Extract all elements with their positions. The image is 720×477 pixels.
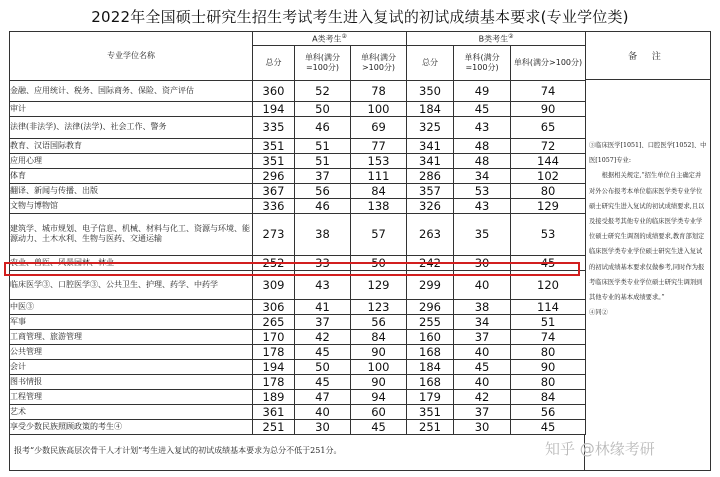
cell-b-total: 286 — [407, 168, 454, 183]
cell-a-total: 306 — [253, 299, 295, 314]
cell-major-name: 文物与博物馆 — [10, 198, 253, 213]
cell-a-total: 351 — [253, 153, 295, 168]
cell-b-gt100: 74 — [511, 80, 586, 101]
cell-major-name: 中医③ — [10, 299, 253, 314]
cell-b-gt100: 129 — [511, 198, 586, 213]
cell-a-total: 265 — [253, 314, 295, 329]
cell-a-total: 273 — [253, 213, 295, 255]
cell-a-total: 194 — [253, 359, 295, 374]
cell-a-gt100: 45 — [351, 419, 407, 434]
table-row — [10, 404, 586, 419]
header-a-total: 总分 — [253, 45, 295, 80]
cell-b-100: 48 — [454, 153, 511, 168]
cell-a-100: 50 — [295, 101, 351, 116]
table-row — [10, 116, 586, 138]
cell-a-gt100: 90 — [351, 374, 407, 389]
cell-major-name: 体育 — [10, 168, 253, 183]
cell-b-100: 43 — [454, 116, 511, 138]
cell-b-100: 37 — [454, 404, 511, 419]
cell-b-gt100: 45 — [511, 419, 586, 434]
cell-major-name: 享受少数民族照顾政策的考生④ — [10, 419, 253, 434]
cell-major-name: 艺术 — [10, 404, 253, 419]
cell-a-gt100: 60 — [351, 404, 407, 419]
note-item-1-body: 根据相关规定,“招生单位自主确定并对外公布报考本单位临床医学类专业学位硕士研究生进入复试的初试成绩要求,且以及接受报考其他专业的临床医学类专业学位硕士研究生调剂的成绩要求,教育部划定临床医学类专业学位硕士研究生进入复试的初试成绩基本要求仅做参考,同时作为报考临床医学类专业学位硕士研究生调剂到其他专业的基本成绩要求。” — [589, 172, 705, 302]
table-row — [10, 359, 586, 374]
cell-major-name: 法律(非法学)、法律(法学)、社会工作、警务 — [10, 116, 253, 138]
table-row — [10, 270, 586, 299]
cell-a-total: 170 — [253, 329, 295, 344]
cell-a-total: 361 — [253, 404, 295, 419]
cell-b-gt100: 120 — [511, 270, 586, 299]
cell-a-gt100: 69 — [351, 116, 407, 138]
cell-b-100: 34 — [454, 168, 511, 183]
cell-b-gt100: 90 — [511, 359, 586, 374]
cell-major-name: 翻译、新闻与传播、出版 — [10, 183, 253, 198]
cell-b-100: 38 — [454, 299, 511, 314]
cell-b-100: 53 — [454, 183, 511, 198]
cell-b-gt100: 114 — [511, 299, 586, 314]
table-row — [10, 168, 586, 183]
cell-b-total: 357 — [407, 183, 454, 198]
cell-a-100: 50 — [295, 359, 351, 374]
cell-b-total: 184 — [407, 359, 454, 374]
cell-b-gt100: 72 — [511, 138, 586, 153]
cell-b-gt100: 56 — [511, 404, 586, 419]
table-row — [10, 344, 586, 359]
cell-a-total: 367 — [253, 183, 295, 198]
cell-b-100: 30 — [454, 419, 511, 434]
score-table — [9, 31, 586, 435]
cell-a-gt100: 50 — [351, 255, 407, 270]
cell-a-100: 51 — [295, 138, 351, 153]
cell-a-100: 52 — [295, 80, 351, 101]
cell-a-total: 251 — [253, 419, 295, 434]
cell-a-total: 178 — [253, 344, 295, 359]
cell-a-total: 178 — [253, 374, 295, 389]
table-row — [10, 153, 586, 168]
cell-a-total: 360 — [253, 80, 295, 101]
cell-a-gt100: 84 — [351, 329, 407, 344]
cell-b-total: 168 — [407, 344, 454, 359]
cell-a-total: 336 — [253, 198, 295, 213]
cell-a-gt100: 90 — [351, 344, 407, 359]
cell-major-name: 建筑学、城市规划、电子信息、机械、材料与化工、资源与环境、能源动力、土木水利、生物与医药、交通运输 — [10, 213, 253, 255]
cell-b-gt100: 144 — [511, 153, 586, 168]
cell-a-total: 309 — [253, 270, 295, 299]
notes-column — [585, 31, 711, 471]
cell-a-gt100: 78 — [351, 80, 407, 101]
score-sheet — [9, 31, 711, 471]
cell-a-100: 56 — [295, 183, 351, 198]
note-item-2: ④同② — [589, 309, 608, 317]
table-row — [10, 183, 586, 198]
cell-a-gt100: 94 — [351, 389, 407, 404]
cell-major-name: 应用心理 — [10, 153, 253, 168]
header-b-single-gt100: 单科(满分>100分) — [511, 45, 586, 80]
cell-a-gt100: 100 — [351, 101, 407, 116]
cell-a-gt100: 100 — [351, 359, 407, 374]
cell-b-100: 35 — [454, 213, 511, 255]
cell-a-100: 46 — [295, 116, 351, 138]
table-row — [10, 419, 586, 434]
header-group-a: A类考生② — [253, 32, 407, 46]
cell-major-name: 农业、兽医、风景园林、林业 — [10, 255, 253, 270]
cell-b-total: 251 — [407, 419, 454, 434]
header-a-single-100: 单科(满分=100分) — [295, 45, 351, 80]
cell-b-100: 42 — [454, 389, 511, 404]
cell-b-100: 48 — [454, 138, 511, 153]
cell-a-total: 194 — [253, 101, 295, 116]
header-b-total: 总分 — [407, 45, 454, 80]
cell-a-100: 46 — [295, 198, 351, 213]
table-row — [10, 213, 586, 255]
cell-b-100: 49 — [454, 80, 511, 101]
cell-a-100: 37 — [295, 314, 351, 329]
cell-b-gt100: 74 — [511, 329, 586, 344]
cell-b-gt100: 80 — [511, 183, 586, 198]
cell-a-100: 33 — [295, 255, 351, 270]
cell-a-gt100: 138 — [351, 198, 407, 213]
cell-a-gt100: 153 — [351, 153, 407, 168]
footnote: 报考“少数民族高层次骨干人才计划”考生进入复试的初试成绩基本要求为总分不低于251分。 — [9, 434, 585, 471]
cell-a-total: 189 — [253, 389, 295, 404]
cell-b-100: 45 — [454, 359, 511, 374]
table-row — [10, 389, 586, 404]
cell-b-100: 40 — [454, 270, 511, 299]
cell-b-total: 325 — [407, 116, 454, 138]
cell-major-name: 会计 — [10, 359, 253, 374]
cell-a-gt100: 84 — [351, 183, 407, 198]
cell-b-gt100: 51 — [511, 314, 586, 329]
cell-b-total: 184 — [407, 101, 454, 116]
cell-a-100: 47 — [295, 389, 351, 404]
cell-a-100: 30 — [295, 419, 351, 434]
cell-a-total: 351 — [253, 138, 295, 153]
cell-b-gt100: 102 — [511, 168, 586, 183]
cell-b-total: 160 — [407, 329, 454, 344]
cell-major-name: 公共管理 — [10, 344, 253, 359]
cell-a-100: 41 — [295, 299, 351, 314]
table-row — [10, 314, 586, 329]
table-row — [10, 101, 586, 116]
cell-b-total: 179 — [407, 389, 454, 404]
cell-b-total: 351 — [407, 404, 454, 419]
cell-b-total: 263 — [407, 213, 454, 255]
cell-a-total: 252 — [253, 255, 295, 270]
table-row — [10, 329, 586, 344]
cell-major-name: 审计 — [10, 101, 253, 116]
cell-a-100: 45 — [295, 374, 351, 389]
page-title: 2022年全国硕士研究生招生考试考生进入复试的初试成绩基本要求(专业学位类) — [91, 8, 629, 26]
cell-a-gt100: 129 — [351, 270, 407, 299]
cell-b-total: 350 — [407, 80, 454, 101]
cell-major-name: 工商管理、旅游管理 — [10, 329, 253, 344]
cell-major-name: 军事 — [10, 314, 253, 329]
notes-body — [585, 80, 710, 320]
cell-b-100: 45 — [454, 101, 511, 116]
table-row — [10, 374, 586, 389]
cell-a-total: 296 — [253, 168, 295, 183]
header-major-name: 专业学位名称 — [10, 32, 253, 81]
cell-a-100: 43 — [295, 270, 351, 299]
cell-b-gt100: 45 — [511, 255, 586, 270]
cell-b-total: 299 — [407, 270, 454, 299]
cell-b-100: 37 — [454, 329, 511, 344]
cell-b-100: 30 — [454, 255, 511, 270]
cell-b-total: 326 — [407, 198, 454, 213]
cell-b-gt100: 80 — [511, 344, 586, 359]
cell-major-name: 临床医学③、口腔医学③、公共卫生、护理、药学、中药学 — [10, 270, 253, 299]
cell-a-100: 51 — [295, 153, 351, 168]
cell-b-total: 296 — [407, 299, 454, 314]
note-item-1: ③临床医学[1051]、口腔医学[1052]、中医[1057]专业: — [589, 142, 707, 165]
cell-a-gt100: 123 — [351, 299, 407, 314]
cell-b-gt100: 90 — [511, 101, 586, 116]
cell-a-100: 38 — [295, 213, 351, 255]
cell-a-total: 335 — [253, 116, 295, 138]
cell-b-total: 168 — [407, 374, 454, 389]
cell-b-total: 341 — [407, 153, 454, 168]
cell-b-total: 242 — [407, 255, 454, 270]
header-a-single-gt100: 单科(满分>100分) — [351, 45, 407, 80]
cell-b-100: 40 — [454, 374, 511, 389]
cell-a-100: 40 — [295, 404, 351, 419]
cell-b-100: 43 — [454, 198, 511, 213]
table-row — [10, 255, 586, 270]
cell-b-100: 40 — [454, 344, 511, 359]
table-row — [10, 198, 586, 213]
table-row — [10, 299, 586, 314]
cell-b-total: 255 — [407, 314, 454, 329]
cell-b-gt100: 84 — [511, 389, 586, 404]
cell-b-gt100: 80 — [511, 374, 586, 389]
cell-a-100: 45 — [295, 344, 351, 359]
cell-major-name: 图书情报 — [10, 374, 253, 389]
cell-a-100: 42 — [295, 329, 351, 344]
cell-b-gt100: 65 — [511, 116, 586, 138]
cell-b-total: 341 — [407, 138, 454, 153]
header-b-single-100: 单科(满分=100分) — [454, 45, 511, 80]
cell-a-gt100: 56 — [351, 314, 407, 329]
cell-major-name: 金融、应用统计、税务、国际商务、保险、资产评估 — [10, 80, 253, 101]
cell-b-100: 34 — [454, 314, 511, 329]
cell-major-name: 教育、汉语国际教育 — [10, 138, 253, 153]
cell-major-name: 工程管理 — [10, 389, 253, 404]
table-row — [10, 80, 586, 101]
table-row — [10, 138, 586, 153]
cell-a-gt100: 111 — [351, 168, 407, 183]
cell-b-gt100: 53 — [511, 213, 586, 255]
cell-a-gt100: 77 — [351, 138, 407, 153]
notes-header: 备 注 — [585, 32, 710, 80]
watermark: 知乎 @林缘考研 — [545, 440, 655, 458]
cell-a-gt100: 57 — [351, 213, 407, 255]
cell-a-100: 37 — [295, 168, 351, 183]
header-group-b: B类考生② — [407, 32, 586, 46]
